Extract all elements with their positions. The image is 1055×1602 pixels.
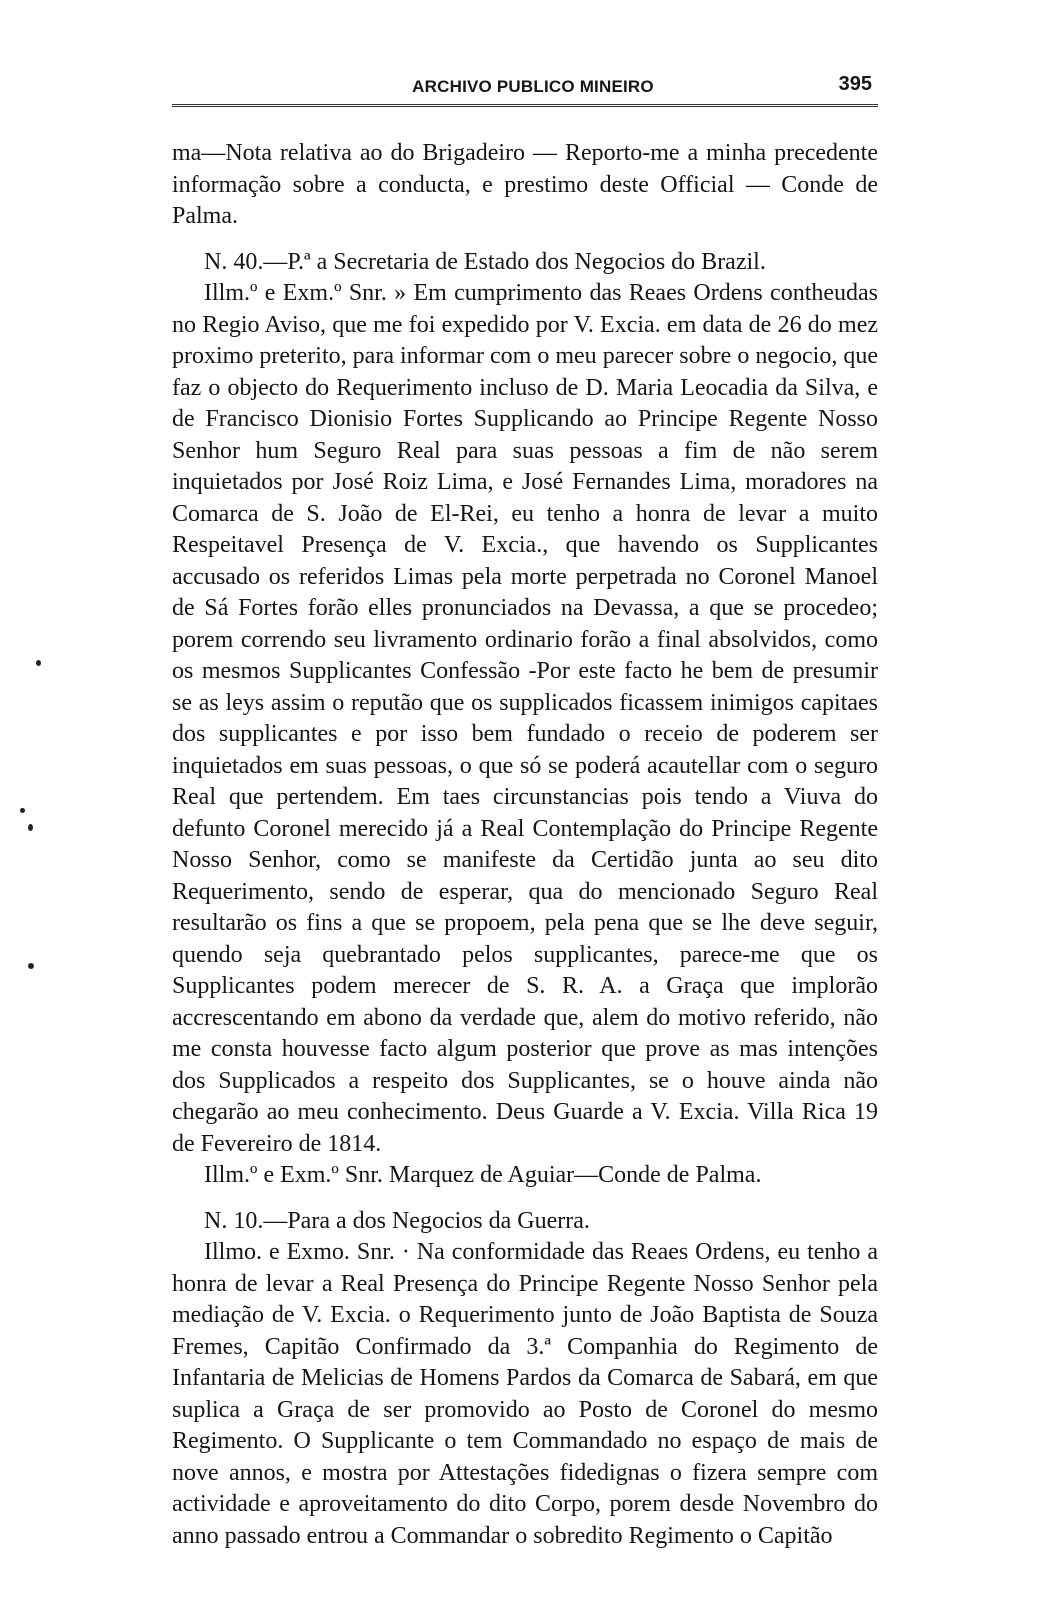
- page-header: [172, 73, 894, 106]
- paragraph-second-letter: Illmo. e Exmo. Snr. · Na conformidade das Reaes Ordens, eu tenho a honra de levar a Real Presença do Principe Regente Nosso Senhor pela mediação de V. Excia. o Requerimento junto de João Baptista de Souza Fremes, Capitão Confirmado da 3.ª Companhia do Regimento de Infantaria de Melicias de Homens Pardos da Comarca de Sabará, em que suplica a Graça de ser promovido ao Posto de Coronel do mesmo Regimento. O Supplicante o tem Commandado no espaço de mais de nove annos, e mostra por Attestações fidedignas o fizera sempre com actividade e aproveitamento do dito Corpo, porem desde Novembro do anno passado entrou a Commandar o sobredito Regimento o Capitão: [172, 1239, 878, 1549]
- paragraph-letter-body: Illm.º e Exm.º Snr. » Em cumprimento das Reaes Ordens contheudas no Regio Aviso, que me foi expedido por V. Excia. em data de 26 do mez proximo preterito, para informar com o meu parecer sobre o negocio, que faz o objecto do Requerimento incluso de D. Maria Leocadia da Silva, e de Francisco Dionisio Fortes Supplicando ao Principe Regente Nosso Senhor hum Seguro Real para suas pessoas a fim de não serem inquietados por José Roiz Lima, e José Fernandes Lima, moradores na Comarca de S. João de El-Rei, eu tenho a honra de levar a muito Respeitavel Presença de V. Excia., que havendo os Supplicantes accusado os referidos Limas pela morte perpetrada no Coronel Manoel de Sá Fortes forão elles pronunciados na Devassa, a que se procedeo; porem correndo seu livramento ordinario forão a final absolvidos, como os mesmos Supplicantes Confessão -Por este facto he bem de presumir se as leys assim o reputão que os supplicados ficassem inimigos capitaes dos supplicantes e por isso bem fundado o receio de poderem ser inquietados em suas pessoas, o que só se poderá acautellar com o seguro Real que pertendem. Em taes circunstancias pois tendo a Viuva do defunto Coronel merecido já a Real Contemplação do Principe Regente Nosso Senhor, como se manifeste da Certidão junta ao seu dito Requerimento, sendo de esperar, qua do mencionado Seguro Real resultarão os fins a que se propoem, pela pena que se lhe deve seguir, quendo seja quebrantado pelos supplicantes, parece-me que os Supplicantes podem merecer de S. R. A. a Graça que implorão accrescentando em abono da verdade que, alem do motivo referido, não me consta houvesse facto algum posterior que prove as mas intenções dos Supplicados a respeito dos Supplicantes, se o houve ainda não chegarão ao meu conhecimento. Deus Guarde a V. Excia. Villa Rica 19 de Fevereiro de 1814.: [172, 280, 878, 1157]
- margin-speck: [20, 808, 25, 813]
- margin-speck: [36, 660, 41, 666]
- paragraph-heading-n10: N. 10.—Para a dos Negocios da Guerra.: [204, 1207, 590, 1234]
- document-body: [172, 138, 878, 1552]
- paragraph-continuation: ma—Nota relativa ao do Brigadeiro — Reporto-me a minha precedente informação sobre a conducta, e prestimo deste Official — Conde de Palma.: [172, 140, 878, 229]
- paragraph-heading-n40: N. 40.—P.ª a Secretaria de Estado dos Negocios do Brazil.: [204, 248, 766, 275]
- page-number: 395: [838, 73, 872, 95]
- paragraph-addressee: Illm.º e Exm.º Snr. Marquez de Aguiar—Conde de Palma.: [204, 1162, 762, 1188]
- running-title: ARCHIVO PUBLICO MINEIRO: [412, 77, 654, 96]
- header-rule: [172, 104, 878, 107]
- margin-speck: [28, 824, 33, 831]
- margin-speck: [28, 963, 34, 969]
